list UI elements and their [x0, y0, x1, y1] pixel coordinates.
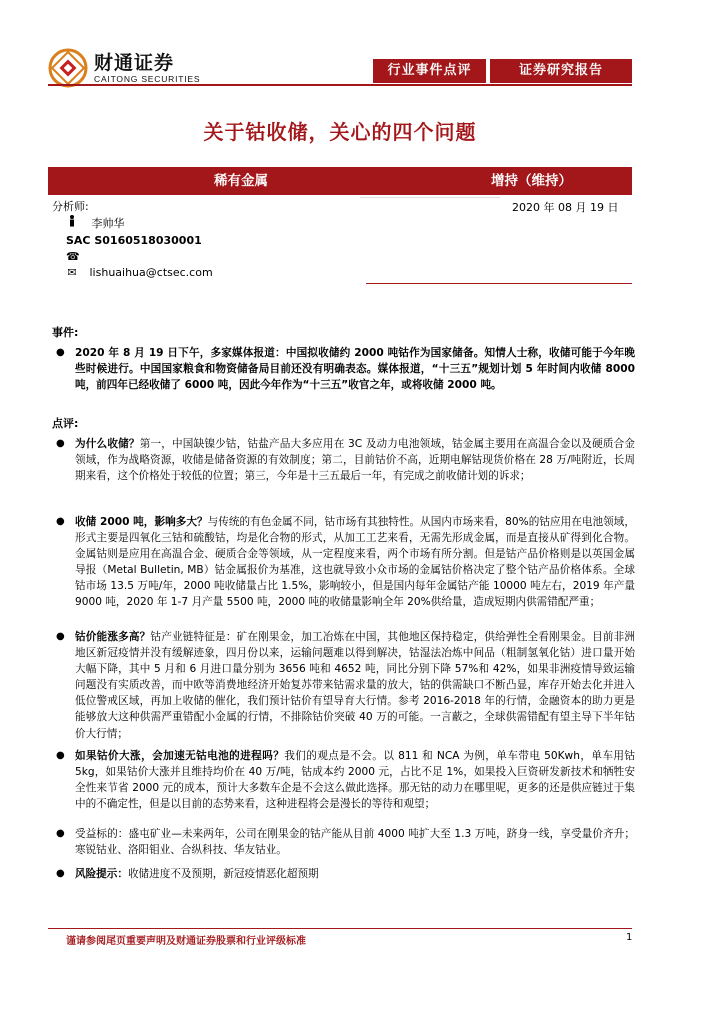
logo-english-name: CAITONG SECURITIES — [94, 74, 201, 84]
comment-paragraph — [75, 826, 635, 858]
bullet-icon: ● — [56, 828, 65, 839]
comment-text: 钴产业链特征是：矿在刚果金，加工冶炼在中国，其他地区保持稳定，供给弹性全看刚果金。目前非洲地区新冠疫情并没有缓解迹象，四月份以来，运输问题难以得到解决，钴湿法冶炼中间品（粗制氢氧化钴）进口量开始大幅下降，其中 5 月和 6 月进口量分别为 3656 吨和 4652 吨，同比分别下降 57%和 42%，如果非洲疫情导致运输问题没有实质改善，而中欧等消费地经济开始复苏带来钴需求量的放大，钴的供需缺口不断凸显，库存开始去化并进入低位警戒区域，再加上收储的催化，我们预计钴价有望导育大行情。参考 2016-2018 年的行情，金融资本的助力更是能够放大这种供需严重错配小金属的行情，不排除钴价突破 40 万的可能。一言蔽之，全球供需错配有望主导下半年钴价大行情； — [75, 631, 636, 740]
person-icon — [66, 215, 78, 230]
comment-text: 第一，中国缺镍少钴，钴盐产品大多应用在 3C 及动力电池领域，钴金属主要用在高温合金以及硬质合金领域，作为战略资源，收储是储备资源的有效制度；第二，目前钴价不高，近期电解钴现货价格在 28 万/吨附近，长周期来看，这个价格处于较低的位置；第三，今年是十三五最后一年，有完成之前收储计划的诉求； — [75, 438, 636, 483]
analyst-name: 李帅华 — [91, 217, 125, 230]
comment-lead: 如果钴价大涨，会加速无钴电池的进程吗？ — [75, 750, 285, 762]
page-number: 1 — [626, 932, 633, 943]
analyst-row — [66, 215, 125, 231]
phone-icon: ☎ — [66, 250, 80, 263]
bullet-icon: ● — [56, 516, 65, 527]
report-category-tag: 证券研究报告 — [490, 59, 632, 83]
comment-paragraph — [75, 748, 635, 812]
comment-lead: 风险提示： — [75, 868, 128, 880]
event-heading: 事件: — [52, 326, 79, 339]
logo-emblem-icon — [48, 48, 88, 88]
comment-text: 与传统的有色金属不同，钴市场有其独特性。从国内市场来看，80%的钴应用在电池领域，形式主要是四氧化三钴和硫酸钴，均是化合物的形式，从加工工艺来看，无需先形成金属，而是直接从矿得到化合物。金属钴则是应用在高温合金、硬质合金等领域，从一定程度来看，两个市场有所分割。但是钴产品价格则是以英国金属导报（Metal Bulletin, MB）钴金属报价为基准，这也就导致小众市场的金属钴价格决定了整个钴产品价格体系。全球钴市场 13.5 万吨/年，2000 吨收储量占比 1.5%，影响较小，但是国内每年金属钴产能 10000 吨左右，2019 年产量 9000 吨，2020 年 1-7 月产量 5500 吨，2000 吨的收储量影响全年 20%供给量，造成短期内供需错配严重； — [75, 516, 635, 609]
email-icon: ✉ — [67, 266, 77, 279]
bullet-icon: ● — [56, 438, 65, 449]
divider — [360, 197, 500, 198]
sector-banner — [48, 167, 632, 195]
bullet-icon: ● — [56, 868, 65, 879]
sector-name: 稀有金属 — [214, 173, 268, 189]
comment-lead: 收储 2000 吨，影响多大？ — [75, 516, 208, 528]
comment-text: 我们的观点是不会。以 811 和 NCA 为例，单车带电 50Kwh，单车用钴 5kg，如果钴价大涨并且维持均价在 40 万/吨，钴成本约 2000 元，占比不足 1%，如果投入巨资研发新技术和牺牲安全性来节省 2000 元的成本，预计大多数车企是不会这么做此选择。那无钴的动力在哪里呢，更多的还是供应链过于集中的不确定性，但是以目前的态势来看，这种进程将会是漫长的等待和观望； — [75, 750, 635, 811]
comment-paragraph — [75, 514, 635, 611]
rating-label: 增持（维持） — [491, 173, 572, 189]
comment-text: 受益标的：盛屯矿业—未来两年，公司在刚果金的钴产能从目前 4000 吨扩大至 1.3 万吨，跻身一线，享受量价齐升；寒锐钴业、洛阳钼业、合纵科技、华友钴业。 — [75, 828, 635, 857]
logo-chinese-name: 财通证券 — [94, 52, 175, 74]
report-title: 关于钴收储，关心的四个问题 — [203, 120, 477, 144]
email-row[interactable] — [66, 266, 213, 279]
footer-disclaimer[interactable]: 谨请参阅尾页重要声明及财通证券股票和行业评级标准 — [66, 936, 306, 947]
comment-lead: 钴价能涨多高？ — [75, 631, 151, 643]
company-logo — [48, 48, 200, 88]
comment-paragraph — [75, 629, 635, 742]
analyst-email[interactable]: lishuaihua@ctsec.com — [89, 266, 213, 279]
divider — [366, 283, 632, 284]
comment-text: 收储进度不及预期，新冠疫情恶化超预期 — [127, 868, 319, 880]
comment-paragraph — [75, 866, 635, 882]
comment-heading: 点评: — [52, 417, 79, 430]
report-type-tag: 行业事件点评 — [373, 59, 486, 83]
bullet-icon: ● — [56, 347, 65, 358]
bullet-icon: ● — [56, 631, 65, 642]
bullet-icon: ● — [56, 750, 65, 761]
event-text: 2020 年 8 月 19 日下午，多家媒体报道：中国拟收储约 2000 吨钴作为国家储备。知情人士称，收储可能于今年晚些时候进行。中国国家粮食和物资储备局目前还没有明确表态。媒体报道，“十三五”规划计划 5 年时间内收储 8000 吨，前四年已经收储了 6000 吨，因此今年作为“十三五”收官之年，或将收储 2000 吨。 — [75, 347, 635, 392]
report-date: 2020 年 08 月 19 日 — [512, 201, 619, 214]
comment-paragraph — [75, 436, 635, 484]
header-rule — [48, 84, 632, 86]
footer-rule — [48, 928, 632, 929]
comment-lead: 为什么收储？ — [75, 438, 140, 450]
analyst-sac: SAC S0160518030001 — [66, 234, 202, 247]
analyst-label: 分析师: — [52, 200, 89, 213]
